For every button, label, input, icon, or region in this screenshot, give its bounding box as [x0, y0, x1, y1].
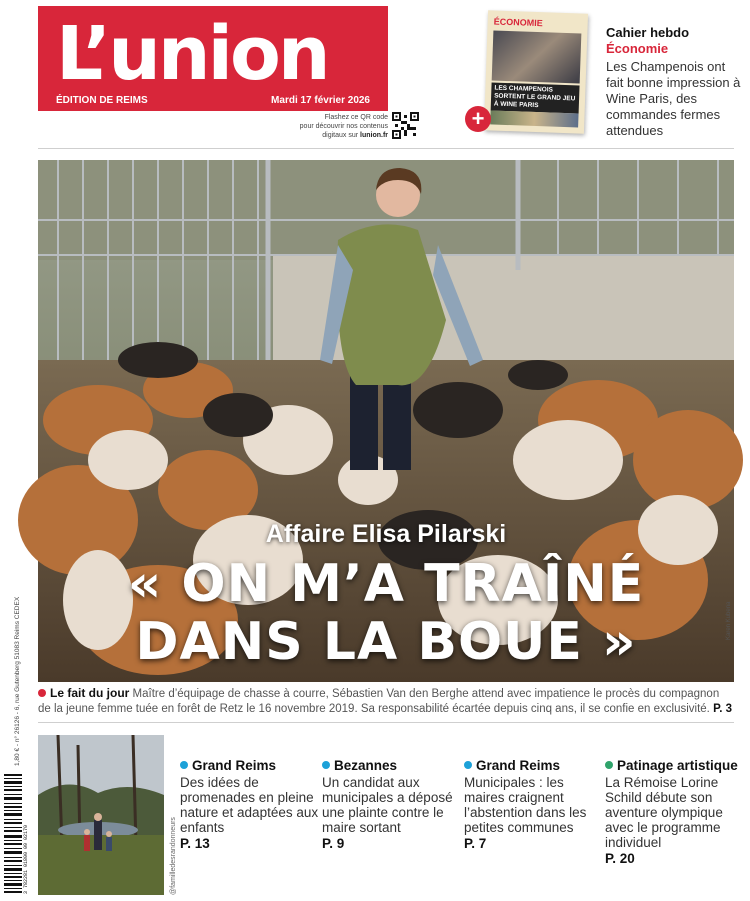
thumbnail-header: ÉCONOMIE [493, 16, 543, 29]
lead-paragraph[interactable] [38, 686, 734, 717]
column-heading [322, 758, 462, 773]
barcode-number: 3 782281 01800 09 02170 [23, 824, 29, 894]
column-page: P. 20 [605, 851, 635, 866]
hero-kicker: Affaire Elisa Pilarski [265, 520, 507, 548]
column-heading [464, 758, 604, 773]
column-category: Patinage artistique [617, 758, 738, 773]
thumbnail-photo [492, 30, 582, 83]
news-column[interactable] [322, 758, 462, 851]
bullet-icon [322, 761, 330, 769]
qr-caption [290, 113, 388, 140]
bullet-icon [605, 761, 613, 769]
headline-line: « ON M’A TRAÎNÉ [127, 554, 645, 614]
hero-photo[interactable] [38, 160, 734, 682]
lead-kicker: Le fait du jour [50, 686, 130, 700]
column-heading [180, 758, 320, 773]
bullet-icon [38, 689, 46, 697]
plus-icon[interactable]: + [465, 106, 491, 132]
news-column[interactable] [180, 758, 320, 851]
teaser-kicker: Cahier hebdo [606, 25, 690, 40]
hero-headline[interactable] [38, 555, 734, 671]
economy-supplement-thumbnail[interactable] [484, 10, 588, 133]
column-category: Grand Reims [192, 758, 277, 773]
photo-credit-2: @familledesrandonneurs [170, 817, 177, 895]
photo-credit: Karen Kubena [726, 601, 732, 640]
logo[interactable]: L’union [56, 11, 328, 97]
news-column[interactable] [464, 758, 604, 851]
column-text: Des idées de promenades en pleine nature et adaptées aux enfants [180, 775, 319, 835]
divider [38, 148, 734, 149]
column-category: Grand Reims [476, 758, 561, 773]
headline-line: DANS LA BOUE » [135, 612, 637, 672]
thumbnail-strip [490, 110, 578, 127]
column-text: Municipales : les maires craignent l’abstention dans les petites communes [464, 775, 587, 835]
barcode [4, 772, 28, 896]
qr-caption-prefix: digitaux sur [322, 132, 360, 139]
issue-date: Mardi 17 février 2026 [271, 95, 370, 106]
edition-label: ÉDITION DE REIMS [56, 95, 148, 106]
qr-code-icon[interactable] [392, 112, 419, 139]
column-category: Bezannes [334, 758, 398, 773]
lead-text: Maître d’équipage de chasse à courre, Sébastien Van den Berghe attend avec impatience le procès du compagnon de la jeune femme tuée en forêt de Retz le 16 novembre 2019. Sa responsabilité écartée depuis cinq ans, il se confie en exclusivité. [38, 688, 720, 715]
teaser-text[interactable]: Les Champenois ont fait bonne impression à Wine Paris, des commandes fermes attendues [606, 59, 741, 138]
column-page: P. 13 [180, 836, 210, 851]
qr-site-link[interactable]: lunion.fr [360, 132, 388, 139]
lead-page: P. 3 [713, 703, 733, 715]
barcode-icon [4, 772, 28, 896]
column-page: P. 7 [464, 836, 487, 851]
news-column[interactable] [605, 758, 745, 866]
bullet-icon [464, 761, 472, 769]
bullet-icon [180, 761, 188, 769]
column-text: Un candidat aux municipales a déposé une plainte contre le maire sortant [322, 775, 453, 835]
price-address-line: 1,80 € - n° 26126 - 6, rue Gutenberg 51083 Reims CEDEX [14, 596, 21, 766]
thumbnail-headline: LES CHAMPENOIS SORTENT LE GRAND JEU À WINE PARIS [491, 82, 580, 113]
qr-caption-line: Flashez ce QR code [324, 114, 388, 121]
column-heading [605, 758, 745, 773]
qr-caption-line: pour découvrir nos contenus [299, 123, 388, 130]
family-walk-photo[interactable] [38, 735, 164, 895]
divider [38, 722, 734, 723]
column-text: La Rémoise Lorine Schild débute son aventure olympique avec le programme individuel [605, 775, 723, 850]
masthead [38, 6, 388, 111]
teaser-subject[interactable]: Économie [606, 41, 669, 56]
column-page: P. 9 [322, 836, 345, 851]
qr-caption-line [290, 131, 388, 140]
